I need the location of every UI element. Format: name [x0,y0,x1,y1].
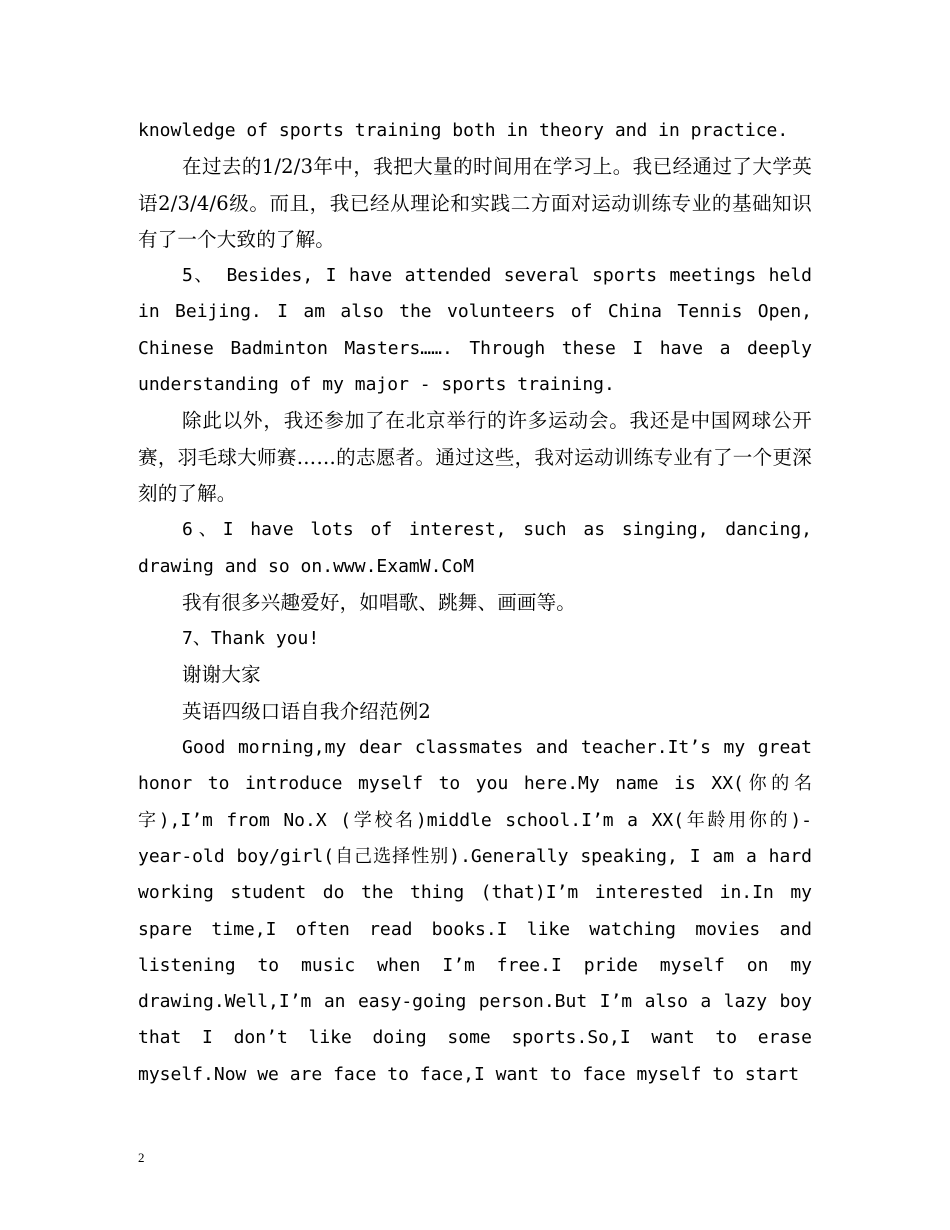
paragraph-continuation: knowledge of sports training both in theory and in practice. [138,120,789,141]
paragraph-chinese-hobbies: 我有很多兴趣爱好，如唱歌、跳舞、画画等。 [182,590,577,614]
paragraph-chinese-study: 在过去的1/2/3年中，我把大量的时间用在学习上。我已经通过了大学英语2/3/4/6级。而且，我已经从理论和实践二方面对运动训练专业的基础知识有了一个大致的了解。 [138,155,812,251]
paragraph-item-6: 6、I have lots of interest, such as singing, dancing, drawing and so on.www.ExamW.CoM [138,519,812,577]
paragraph-sample-2: Good morning,my dear classmates and teacher.It’s my great honor to introduce myself to you here.My name is XX(你的名字),I’m from No.X (学校名)middle school.I’m a XX(年龄用你的)-year-old boy/girl(自己选择性别).Generally speaking, I am a hard working student do the thing (that)I’m interested in.In my spare time,I often read books.I like watching movies and listening to music when I’m free.I pride myself on my drawing.Well,I’m an easy-going person.But I’m also a lazy boy that I don’t like doing some sports.So,I want to erase myself.Now we are face to face,I want to face myself to start [138,737,812,1085]
paragraph-item-5: 5、 Besides, I have attended several sports meetings held in Beijing. I am also the volunteers of China Tennis Open, Chinese Badminton Masters……. Through these I have a deeply understanding of my major - sports training. [138,265,812,396]
section-heading: 英语四级口语自我介绍范例2 [182,699,432,723]
page-number: 2 [138,1150,145,1165]
paragraph-item-7: 7、Thank you! [182,628,320,650]
document-body [138,113,812,1093]
paragraph-thanks: 谢谢大家 [182,663,261,687]
paragraph-chinese-sports: 除此以外，我还参加了在北京举行的许多运动会。我还是中国网球公开赛，羽毛球大师赛……的志愿者。通过这些，我对运动训练专业有了一个更深刻的了解。 [138,409,812,505]
